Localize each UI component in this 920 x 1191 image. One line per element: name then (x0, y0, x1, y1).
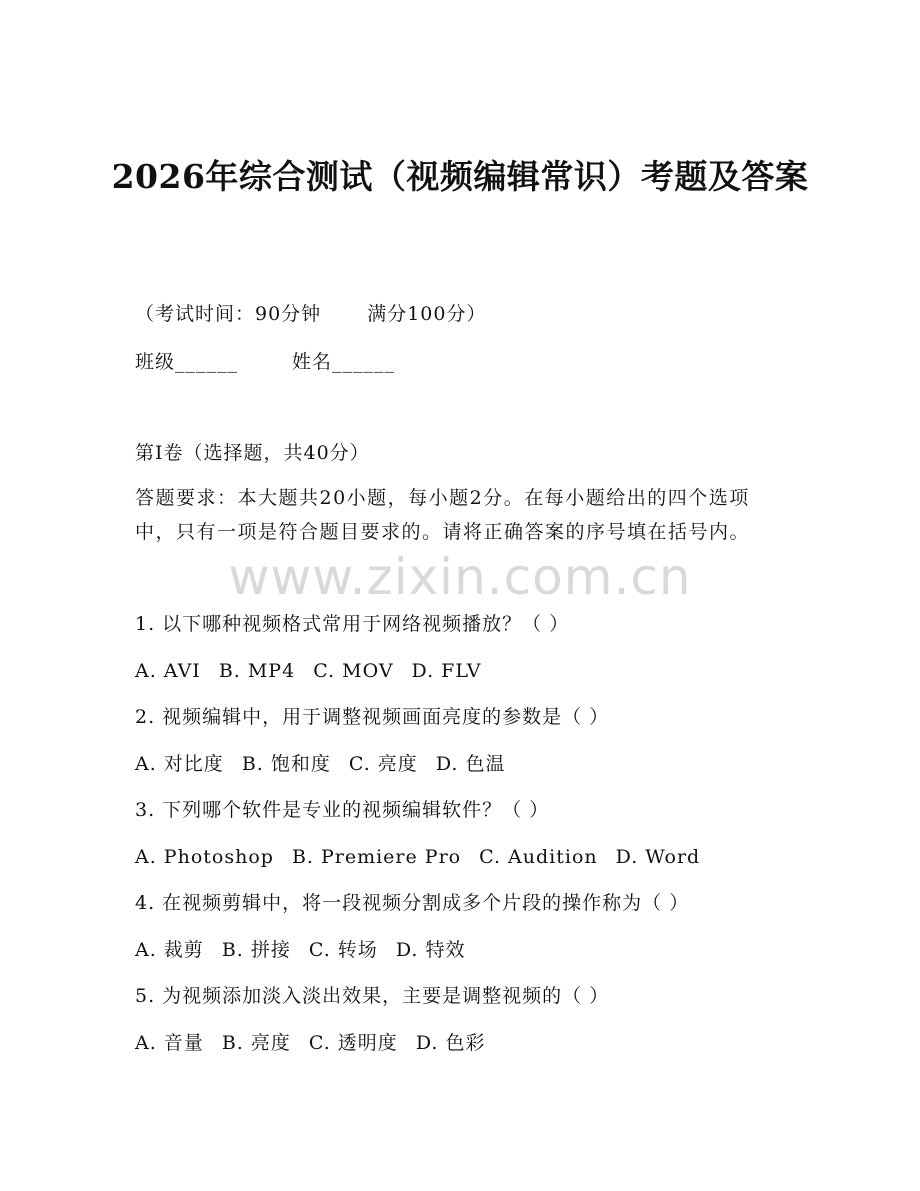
option: B. Premiere Pro (291, 846, 462, 868)
exam-info (135, 302, 486, 326)
option: D. 特效 (395, 939, 466, 961)
question-options (135, 845, 700, 869)
watermark: www.zixin.com.cn (228, 548, 692, 606)
option: B. 拼接 (221, 939, 291, 961)
name-field: 姓名______ (292, 351, 396, 373)
option: D. FLV (411, 660, 482, 682)
document-title: 2026年综合测试（视频编辑常识）考题及答案 (111, 157, 809, 196)
option: A. 裁剪 (135, 939, 204, 961)
question-options (135, 659, 481, 683)
option: C. 透明度 (308, 1032, 398, 1054)
question-options (135, 938, 465, 962)
instructions: 答题要求：本大题共20小题，每小题2分。在每小题给出的四个选项中，只有一项是符合题目要求的。请将正确答案的序号填在括号内。 (135, 487, 751, 543)
option: C. Audition (479, 846, 598, 868)
option: C. MOV (313, 660, 394, 682)
option: D. 色彩 (415, 1032, 486, 1054)
question-stem: 5. 为视频添加淡入淡出效果，主要是调整视频的（ ） (135, 985, 610, 1007)
section-title: 第I卷（选择题，共40分） (135, 442, 370, 464)
option: C. 亮度 (348, 753, 418, 775)
option: D. 色温 (435, 753, 506, 775)
option: B. 饱和度 (241, 753, 331, 775)
option: A. 音量 (135, 1032, 204, 1054)
question-stem: 1. 以下哪种视频格式常用于网络视频播放？（ ） (135, 613, 570, 635)
question-stem: 2. 视频编辑中，用于调整视频画面亮度的参数是（ ） (135, 706, 610, 728)
option: B. MP4 (218, 660, 296, 682)
question-options (135, 752, 505, 776)
question-stem: 3. 下列哪个软件是专业的视频编辑软件？（ ） (135, 799, 550, 821)
option: C. 转场 (308, 939, 378, 961)
option: A. AVI (135, 660, 201, 682)
option: B. 亮度 (221, 1032, 291, 1054)
question-stem: 4. 在视频剪辑中，将一段视频分割成多个片段的操作称为（ ） (135, 892, 690, 914)
question-options (135, 1031, 485, 1055)
option: A. Photoshop (135, 846, 274, 868)
option: A. 对比度 (135, 753, 224, 775)
student-fields (135, 350, 395, 374)
option: D. Word (615, 846, 701, 868)
exam-score: 满分100分） (367, 303, 487, 325)
class-field: 班级______ (135, 351, 239, 373)
exam-time: （考试时间：90分钟 (135, 303, 322, 325)
